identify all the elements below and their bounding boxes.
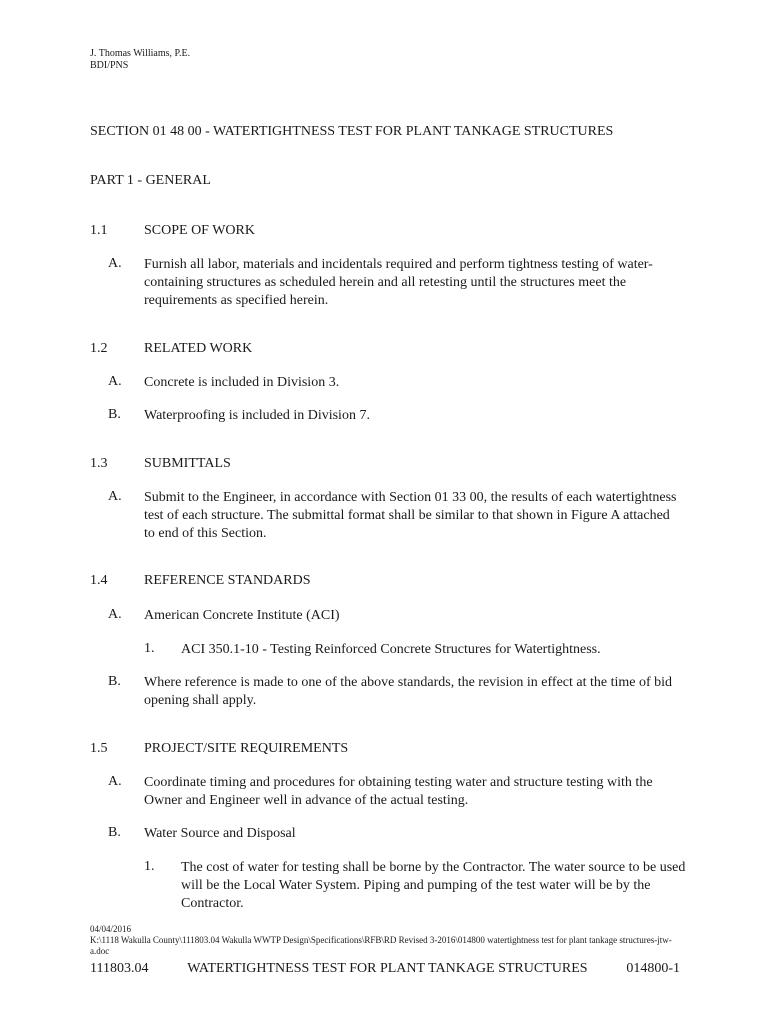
item-1-4-a-text: American Concrete Institute (ACI): [144, 608, 340, 623]
footer-meta: [90, 924, 690, 957]
item-1-1-a-letter: A.: [108, 256, 122, 271]
item-1-5-b1-text: The cost of water for testing shall be borne by the Contractor. The water source to be used will be the Local Water System. Piping and pumping of the test water will be by the Contractor.: [181, 860, 686, 911]
header-block: [90, 48, 190, 72]
header-author: J. Thomas Williams, P.E.: [90, 48, 191, 59]
item-1-1-a-text: Furnish all labor, materials and incidentals required and perform tightness testing of water-containing structures as scheduled herein and all retesting until the structures meet the requirements as specified herein.: [144, 257, 653, 308]
section-1-1-title: SCOPE OF WORK: [144, 223, 255, 238]
item-1-3-a-letter: A.: [108, 489, 122, 504]
header-org: BDI/PNS: [90, 60, 129, 71]
item-1-2-a-text: Concrete is included in Division 3.: [144, 375, 340, 390]
section-1-4-title: REFERENCE STANDARDS: [144, 573, 311, 588]
section-1-3-number: 1.3: [90, 456, 108, 471]
item-1-2-b-text: Waterproofing is included in Division 7.: [144, 408, 370, 423]
item-1-2-b-letter: B.: [108, 407, 121, 422]
item-1-2-a-letter: A.: [108, 374, 122, 389]
section-1-5-title: PROJECT/SITE REQUIREMENTS: [144, 741, 349, 756]
footer-line: [90, 961, 680, 977]
item-1-5-b1-number: 1.: [144, 859, 155, 874]
item-1-3-a-text: Submit to the Engineer, in accordance with Section 01 33 00, the results of each watertightness test of each structure. The submittal format shall be similar to that shown in Figure A attached to end of this Section.: [144, 490, 677, 541]
section-1-4-number: 1.4: [90, 573, 108, 588]
footer-file-path: K:\1118 Wakulla County\111803.04 Wakulla WWTP Design\Specifications\RFB\RD Revised 3-2016\014800 watertightness test for plant tankage structures-jtw-a.doc: [90, 935, 672, 956]
item-1-4-a1-number: 1.: [144, 641, 155, 656]
item-1-5-b-text: Water Source and Disposal: [144, 826, 296, 841]
item-1-4-b-text: Where reference is made to one of the above standards, the revision in effect at the time of bid opening shall apply.: [144, 675, 673, 708]
item-1-4-b-letter: B.: [108, 674, 121, 689]
section-1-2-title: RELATED WORK: [144, 341, 253, 356]
footer-page-number: 014800-1: [626, 961, 680, 976]
footer-section-title: WATERTIGHTNESS TEST FOR PLANT TANKAGE STRUCTURES: [187, 961, 588, 976]
item-1-5-a-letter: A.: [108, 774, 122, 789]
footer-project-number: 111803.04: [90, 961, 149, 976]
item-1-5-a-text: Coordinate timing and procedures for obtaining testing water and structure testing with the Owner and Engineer well in advance of the actual testing.: [144, 775, 653, 808]
item-1-4-a1-text: ACI 350.1-10 - Testing Reinforced Concrete Structures for Watertightness.: [181, 642, 601, 657]
section-1-1-number: 1.1: [90, 223, 108, 238]
section-1-5-number: 1.5: [90, 741, 108, 756]
section-1-2-number: 1.2: [90, 341, 108, 356]
section-1-3-title: SUBMITTALS: [144, 456, 231, 471]
item-1-5-b-letter: B.: [108, 825, 121, 840]
section-title: SECTION 01 48 00 - WATERTIGHTNESS TEST FOR PLANT TANKAGE STRUCTURES: [90, 124, 614, 139]
part-heading: PART 1 - GENERAL: [90, 173, 211, 188]
footer-date: 04/04/2016: [90, 924, 132, 934]
item-1-4-a-letter: A.: [108, 607, 122, 622]
